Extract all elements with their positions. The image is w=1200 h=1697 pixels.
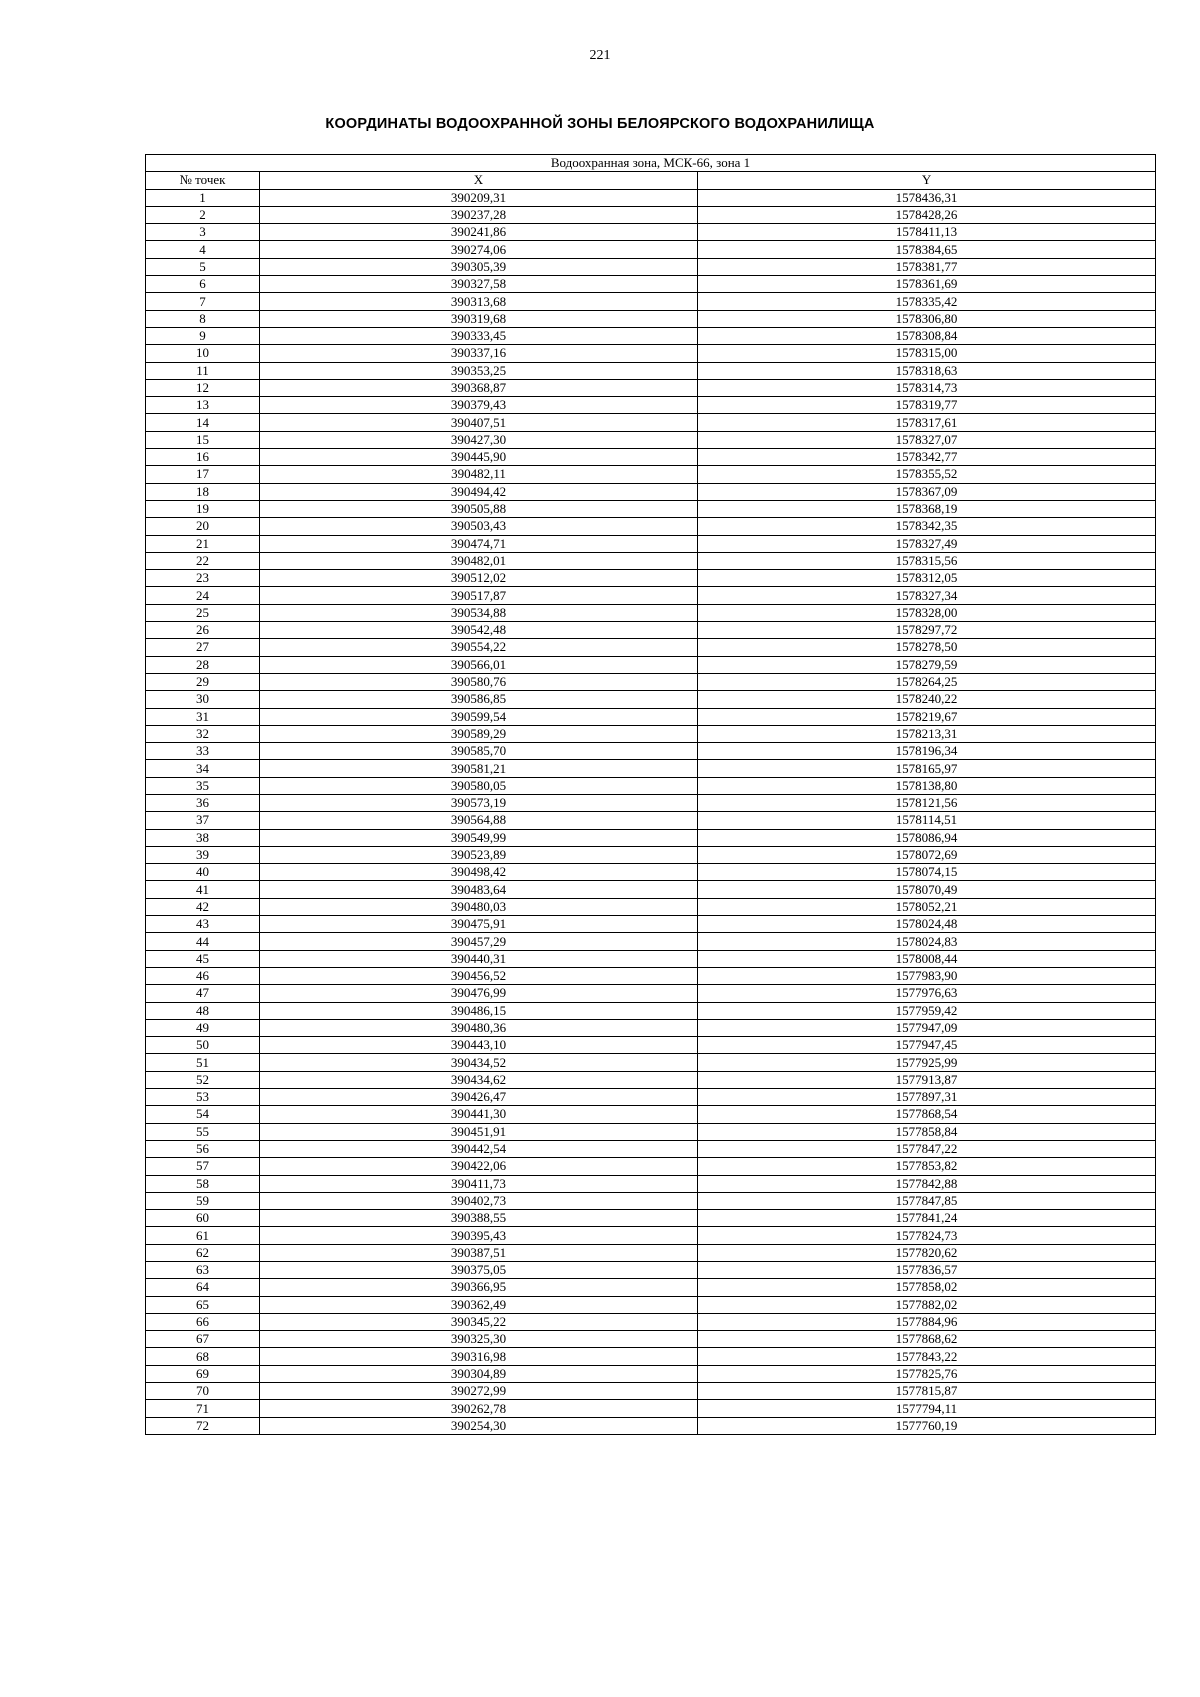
y-coordinate-cell: 1577836,57 xyxy=(698,1262,1156,1279)
table-row xyxy=(146,1262,1156,1279)
point-number-cell: 47 xyxy=(146,985,260,1002)
point-number-cell: 48 xyxy=(146,1002,260,1019)
point-number-cell: 29 xyxy=(146,673,260,690)
x-coordinate-cell: 390388,55 xyxy=(260,1210,698,1227)
x-coordinate-cell: 390549,99 xyxy=(260,829,698,846)
table-row xyxy=(146,622,1156,639)
table-row xyxy=(146,1210,1156,1227)
y-coordinate-cell: 1578327,07 xyxy=(698,431,1156,448)
x-coordinate-cell: 390494,42 xyxy=(260,483,698,500)
table-header-row xyxy=(146,172,1156,189)
header-y: Y xyxy=(698,172,1156,189)
point-number-cell: 55 xyxy=(146,1123,260,1140)
y-coordinate-cell: 1577884,96 xyxy=(698,1313,1156,1330)
x-coordinate-cell: 390456,52 xyxy=(260,967,698,984)
x-coordinate-cell: 390327,58 xyxy=(260,276,698,293)
y-coordinate-cell: 1577983,90 xyxy=(698,967,1156,984)
y-coordinate-cell: 1577794,11 xyxy=(698,1400,1156,1417)
x-coordinate-cell: 390209,31 xyxy=(260,189,698,206)
table-row xyxy=(146,639,1156,656)
table-row xyxy=(146,293,1156,310)
table-row xyxy=(146,898,1156,915)
x-coordinate-cell: 390353,25 xyxy=(260,362,698,379)
x-coordinate-cell: 390580,05 xyxy=(260,777,698,794)
point-number-cell: 13 xyxy=(146,397,260,414)
x-coordinate-cell: 390274,06 xyxy=(260,241,698,258)
x-coordinate-cell: 390445,90 xyxy=(260,449,698,466)
table-row xyxy=(146,1037,1156,1054)
y-coordinate-cell: 1578121,56 xyxy=(698,794,1156,811)
table-row xyxy=(146,483,1156,500)
table-row xyxy=(146,812,1156,829)
y-coordinate-cell: 1578327,49 xyxy=(698,535,1156,552)
table-row xyxy=(146,1019,1156,1036)
table-row xyxy=(146,345,1156,362)
y-coordinate-cell: 1578342,35 xyxy=(698,518,1156,535)
table-row xyxy=(146,1244,1156,1261)
x-coordinate-cell: 390362,49 xyxy=(260,1296,698,1313)
point-number-cell: 27 xyxy=(146,639,260,656)
point-number-cell: 22 xyxy=(146,552,260,569)
y-coordinate-cell: 1578342,77 xyxy=(698,449,1156,466)
y-coordinate-cell: 1577976,63 xyxy=(698,985,1156,1002)
y-coordinate-cell: 1577842,88 xyxy=(698,1175,1156,1192)
point-number-cell: 41 xyxy=(146,881,260,898)
point-number-cell: 56 xyxy=(146,1140,260,1157)
table-row xyxy=(146,1192,1156,1209)
table-row xyxy=(146,1054,1156,1071)
y-coordinate-cell: 1577825,76 xyxy=(698,1365,1156,1382)
y-coordinate-cell: 1577853,82 xyxy=(698,1158,1156,1175)
y-coordinate-cell: 1578317,61 xyxy=(698,414,1156,431)
table-row xyxy=(146,1313,1156,1330)
table-row xyxy=(146,1331,1156,1348)
y-coordinate-cell: 1577868,62 xyxy=(698,1331,1156,1348)
y-coordinate-cell: 1577913,87 xyxy=(698,1071,1156,1088)
table-row xyxy=(146,414,1156,431)
x-coordinate-cell: 390457,29 xyxy=(260,933,698,950)
x-coordinate-cell: 390254,30 xyxy=(260,1417,698,1434)
x-coordinate-cell: 390427,30 xyxy=(260,431,698,448)
x-coordinate-cell: 390505,88 xyxy=(260,500,698,517)
point-number-cell: 32 xyxy=(146,725,260,742)
point-number-cell: 20 xyxy=(146,518,260,535)
table-caption-row xyxy=(146,155,1156,172)
x-coordinate-cell: 390480,36 xyxy=(260,1019,698,1036)
y-coordinate-cell: 1578411,13 xyxy=(698,224,1156,241)
table-row xyxy=(146,1175,1156,1192)
table-caption: Водоохранная зона, МСК-66, зона 1 xyxy=(146,155,1156,172)
y-coordinate-cell: 1578278,50 xyxy=(698,639,1156,656)
table-row xyxy=(146,1002,1156,1019)
y-coordinate-cell: 1578312,05 xyxy=(698,570,1156,587)
x-coordinate-cell: 390395,43 xyxy=(260,1227,698,1244)
x-coordinate-cell: 390542,48 xyxy=(260,622,698,639)
y-coordinate-cell: 1577847,22 xyxy=(698,1140,1156,1157)
point-number-cell: 21 xyxy=(146,535,260,552)
x-coordinate-cell: 390581,21 xyxy=(260,760,698,777)
x-coordinate-cell: 390319,68 xyxy=(260,310,698,327)
y-coordinate-cell: 1578361,69 xyxy=(698,276,1156,293)
point-number-cell: 37 xyxy=(146,812,260,829)
y-coordinate-cell: 1577882,02 xyxy=(698,1296,1156,1313)
x-coordinate-cell: 390512,02 xyxy=(260,570,698,587)
table-row xyxy=(146,362,1156,379)
table-row xyxy=(146,846,1156,863)
point-number-cell: 63 xyxy=(146,1262,260,1279)
y-coordinate-cell: 1577858,02 xyxy=(698,1279,1156,1296)
x-coordinate-cell: 390337,16 xyxy=(260,345,698,362)
point-number-cell: 8 xyxy=(146,310,260,327)
table-row xyxy=(146,1400,1156,1417)
x-coordinate-cell: 390411,73 xyxy=(260,1175,698,1192)
y-coordinate-cell: 1578327,34 xyxy=(698,587,1156,604)
y-coordinate-cell: 1578024,83 xyxy=(698,933,1156,950)
x-coordinate-cell: 390474,71 xyxy=(260,535,698,552)
table-row xyxy=(146,691,1156,708)
point-number-cell: 28 xyxy=(146,656,260,673)
y-coordinate-cell: 1577820,62 xyxy=(698,1244,1156,1261)
table-row xyxy=(146,327,1156,344)
point-number-cell: 25 xyxy=(146,604,260,621)
x-coordinate-cell: 390434,62 xyxy=(260,1071,698,1088)
point-number-cell: 40 xyxy=(146,864,260,881)
x-coordinate-cell: 390589,29 xyxy=(260,725,698,742)
table-row xyxy=(146,276,1156,293)
header-x: X xyxy=(260,172,698,189)
y-coordinate-cell: 1578052,21 xyxy=(698,898,1156,915)
table-row xyxy=(146,777,1156,794)
point-number-cell: 12 xyxy=(146,379,260,396)
y-coordinate-cell: 1578213,31 xyxy=(698,725,1156,742)
point-number-cell: 66 xyxy=(146,1313,260,1330)
y-coordinate-cell: 1578306,80 xyxy=(698,310,1156,327)
x-coordinate-cell: 390480,03 xyxy=(260,898,698,915)
table-row xyxy=(146,500,1156,517)
point-number-cell: 24 xyxy=(146,587,260,604)
point-number-cell: 46 xyxy=(146,967,260,984)
y-coordinate-cell: 1578428,26 xyxy=(698,206,1156,223)
point-number-cell: 65 xyxy=(146,1296,260,1313)
x-coordinate-cell: 390566,01 xyxy=(260,656,698,673)
point-number-cell: 70 xyxy=(146,1383,260,1400)
x-coordinate-cell: 390304,89 xyxy=(260,1365,698,1382)
table-row xyxy=(146,449,1156,466)
x-coordinate-cell: 390434,52 xyxy=(260,1054,698,1071)
table-row xyxy=(146,743,1156,760)
x-coordinate-cell: 390325,30 xyxy=(260,1331,698,1348)
x-coordinate-cell: 390262,78 xyxy=(260,1400,698,1417)
table-row xyxy=(146,725,1156,742)
x-coordinate-cell: 390366,95 xyxy=(260,1279,698,1296)
x-coordinate-cell: 390440,31 xyxy=(260,950,698,967)
point-number-cell: 9 xyxy=(146,327,260,344)
y-coordinate-cell: 1578335,42 xyxy=(698,293,1156,310)
y-coordinate-cell: 1577841,24 xyxy=(698,1210,1156,1227)
point-number-cell: 7 xyxy=(146,293,260,310)
x-coordinate-cell: 390426,47 xyxy=(260,1089,698,1106)
table-row xyxy=(146,1089,1156,1106)
table-body xyxy=(146,189,1156,1434)
y-coordinate-cell: 1578165,97 xyxy=(698,760,1156,777)
x-coordinate-cell: 390483,64 xyxy=(260,881,698,898)
y-coordinate-cell: 1577868,54 xyxy=(698,1106,1156,1123)
y-coordinate-cell: 1578318,63 xyxy=(698,362,1156,379)
x-coordinate-cell: 390599,54 xyxy=(260,708,698,725)
point-number-cell: 31 xyxy=(146,708,260,725)
table-row xyxy=(146,794,1156,811)
coordinates-table xyxy=(145,154,1156,1435)
point-number-cell: 33 xyxy=(146,743,260,760)
x-coordinate-cell: 390482,11 xyxy=(260,466,698,483)
y-coordinate-cell: 1577815,87 xyxy=(698,1383,1156,1400)
table-row xyxy=(146,1365,1156,1382)
y-coordinate-cell: 1578114,51 xyxy=(698,812,1156,829)
x-coordinate-cell: 390241,86 xyxy=(260,224,698,241)
point-number-cell: 14 xyxy=(146,414,260,431)
x-coordinate-cell: 390554,22 xyxy=(260,639,698,656)
x-coordinate-cell: 390272,99 xyxy=(260,1383,698,1400)
x-coordinate-cell: 390402,73 xyxy=(260,1192,698,1209)
point-number-cell: 11 xyxy=(146,362,260,379)
point-number-cell: 23 xyxy=(146,570,260,587)
table-row xyxy=(146,916,1156,933)
y-coordinate-cell: 1578368,19 xyxy=(698,500,1156,517)
table-row xyxy=(146,950,1156,967)
x-coordinate-cell: 390585,70 xyxy=(260,743,698,760)
y-coordinate-cell: 1577858,84 xyxy=(698,1123,1156,1140)
x-coordinate-cell: 390475,91 xyxy=(260,916,698,933)
point-number-cell: 54 xyxy=(146,1106,260,1123)
x-coordinate-cell: 390379,43 xyxy=(260,397,698,414)
y-coordinate-cell: 1577847,85 xyxy=(698,1192,1156,1209)
x-coordinate-cell: 390316,98 xyxy=(260,1348,698,1365)
point-number-cell: 19 xyxy=(146,500,260,517)
table-row xyxy=(146,518,1156,535)
point-number-cell: 45 xyxy=(146,950,260,967)
table-row xyxy=(146,1279,1156,1296)
y-coordinate-cell: 1577959,42 xyxy=(698,1002,1156,1019)
point-number-cell: 43 xyxy=(146,916,260,933)
x-coordinate-cell: 390345,22 xyxy=(260,1313,698,1330)
table-row xyxy=(146,241,1156,258)
x-coordinate-cell: 390534,88 xyxy=(260,604,698,621)
point-number-cell: 64 xyxy=(146,1279,260,1296)
point-number-cell: 50 xyxy=(146,1037,260,1054)
point-number-cell: 71 xyxy=(146,1400,260,1417)
point-number-cell: 62 xyxy=(146,1244,260,1261)
table-row xyxy=(146,258,1156,275)
y-coordinate-cell: 1578138,80 xyxy=(698,777,1156,794)
y-coordinate-cell: 1578328,00 xyxy=(698,604,1156,621)
point-number-cell: 5 xyxy=(146,258,260,275)
point-number-cell: 52 xyxy=(146,1071,260,1088)
table-row xyxy=(146,1348,1156,1365)
table-row xyxy=(146,552,1156,569)
point-number-cell: 59 xyxy=(146,1192,260,1209)
x-coordinate-cell: 390476,99 xyxy=(260,985,698,1002)
table-row xyxy=(146,535,1156,552)
point-number-cell: 17 xyxy=(146,466,260,483)
table-row xyxy=(146,397,1156,414)
point-number-cell: 68 xyxy=(146,1348,260,1365)
y-coordinate-cell: 1578297,72 xyxy=(698,622,1156,639)
x-coordinate-cell: 390368,87 xyxy=(260,379,698,396)
x-coordinate-cell: 390486,15 xyxy=(260,1002,698,1019)
point-number-cell: 58 xyxy=(146,1175,260,1192)
y-coordinate-cell: 1577843,22 xyxy=(698,1348,1156,1365)
x-coordinate-cell: 390580,76 xyxy=(260,673,698,690)
x-coordinate-cell: 390442,54 xyxy=(260,1140,698,1157)
y-coordinate-cell: 1578319,77 xyxy=(698,397,1156,414)
point-number-cell: 4 xyxy=(146,241,260,258)
point-number-cell: 2 xyxy=(146,206,260,223)
table-row xyxy=(146,1071,1156,1088)
table-row xyxy=(146,604,1156,621)
y-coordinate-cell: 1578384,65 xyxy=(698,241,1156,258)
table-row xyxy=(146,587,1156,604)
point-number-cell: 44 xyxy=(146,933,260,950)
header-point-number: № точек xyxy=(146,172,260,189)
y-coordinate-cell: 1578315,00 xyxy=(698,345,1156,362)
table-row xyxy=(146,224,1156,241)
table-row xyxy=(146,466,1156,483)
point-number-cell: 51 xyxy=(146,1054,260,1071)
y-coordinate-cell: 1578279,59 xyxy=(698,656,1156,673)
point-number-cell: 49 xyxy=(146,1019,260,1036)
table-row xyxy=(146,1417,1156,1434)
y-coordinate-cell: 1578072,69 xyxy=(698,846,1156,863)
table-row xyxy=(146,1296,1156,1313)
point-number-cell: 6 xyxy=(146,276,260,293)
y-coordinate-cell: 1578086,94 xyxy=(698,829,1156,846)
table-row xyxy=(146,1227,1156,1244)
y-coordinate-cell: 1578219,67 xyxy=(698,708,1156,725)
y-coordinate-cell: 1578074,15 xyxy=(698,864,1156,881)
y-coordinate-cell: 1578436,31 xyxy=(698,189,1156,206)
point-number-cell: 10 xyxy=(146,345,260,362)
y-coordinate-cell: 1577897,31 xyxy=(698,1089,1156,1106)
x-coordinate-cell: 390586,85 xyxy=(260,691,698,708)
y-coordinate-cell: 1578367,09 xyxy=(698,483,1156,500)
y-coordinate-cell: 1578308,84 xyxy=(698,327,1156,344)
point-number-cell: 60 xyxy=(146,1210,260,1227)
y-coordinate-cell: 1578264,25 xyxy=(698,673,1156,690)
table-row xyxy=(146,189,1156,206)
table-row xyxy=(146,967,1156,984)
point-number-cell: 30 xyxy=(146,691,260,708)
y-coordinate-cell: 1577947,09 xyxy=(698,1019,1156,1036)
point-number-cell: 18 xyxy=(146,483,260,500)
y-coordinate-cell: 1577824,73 xyxy=(698,1227,1156,1244)
table-row xyxy=(146,829,1156,846)
point-number-cell: 42 xyxy=(146,898,260,915)
x-coordinate-cell: 390498,42 xyxy=(260,864,698,881)
y-coordinate-cell: 1578008,44 xyxy=(698,950,1156,967)
point-number-cell: 69 xyxy=(146,1365,260,1382)
x-coordinate-cell: 390387,51 xyxy=(260,1244,698,1261)
x-coordinate-cell: 390333,45 xyxy=(260,327,698,344)
y-coordinate-cell: 1577925,99 xyxy=(698,1054,1156,1071)
table-row xyxy=(146,864,1156,881)
point-number-cell: 36 xyxy=(146,794,260,811)
x-coordinate-cell: 390517,87 xyxy=(260,587,698,604)
point-number-cell: 53 xyxy=(146,1089,260,1106)
point-number-cell: 57 xyxy=(146,1158,260,1175)
y-coordinate-cell: 1578314,73 xyxy=(698,379,1156,396)
table-row xyxy=(146,206,1156,223)
x-coordinate-cell: 390407,51 xyxy=(260,414,698,431)
document-title: КООРДИНАТЫ ВОДООХРАННОЙ ЗОНЫ БЕЛОЯРСКОГО ВОДОХРАНИЛИЩА xyxy=(325,116,875,132)
point-number-cell: 1 xyxy=(146,189,260,206)
table-row xyxy=(146,570,1156,587)
table-row xyxy=(146,1123,1156,1140)
table-row xyxy=(146,1106,1156,1123)
table-row xyxy=(146,431,1156,448)
table-row xyxy=(146,1140,1156,1157)
table-row xyxy=(146,1383,1156,1400)
x-coordinate-cell: 390573,19 xyxy=(260,794,698,811)
x-coordinate-cell: 390443,10 xyxy=(260,1037,698,1054)
y-coordinate-cell: 1578024,48 xyxy=(698,916,1156,933)
x-coordinate-cell: 390237,28 xyxy=(260,206,698,223)
x-coordinate-cell: 390375,05 xyxy=(260,1262,698,1279)
x-coordinate-cell: 390441,30 xyxy=(260,1106,698,1123)
table-row xyxy=(146,985,1156,1002)
x-coordinate-cell: 390451,91 xyxy=(260,1123,698,1140)
point-number-cell: 3 xyxy=(146,224,260,241)
page-number: 221 xyxy=(589,48,611,63)
y-coordinate-cell: 1578381,77 xyxy=(698,258,1156,275)
x-coordinate-cell: 390503,43 xyxy=(260,518,698,535)
y-coordinate-cell: 1578070,49 xyxy=(698,881,1156,898)
table-row xyxy=(146,760,1156,777)
x-coordinate-cell: 390313,68 xyxy=(260,293,698,310)
point-number-cell: 39 xyxy=(146,846,260,863)
point-number-cell: 61 xyxy=(146,1227,260,1244)
x-coordinate-cell: 390305,39 xyxy=(260,258,698,275)
x-coordinate-cell: 390564,88 xyxy=(260,812,698,829)
y-coordinate-cell: 1577947,45 xyxy=(698,1037,1156,1054)
y-coordinate-cell: 1578196,34 xyxy=(698,743,1156,760)
point-number-cell: 72 xyxy=(146,1417,260,1434)
point-number-cell: 34 xyxy=(146,760,260,777)
point-number-cell: 35 xyxy=(146,777,260,794)
table-row xyxy=(146,673,1156,690)
table-row xyxy=(146,379,1156,396)
table-row xyxy=(146,708,1156,725)
x-coordinate-cell: 390422,06 xyxy=(260,1158,698,1175)
x-coordinate-cell: 390523,89 xyxy=(260,846,698,863)
table-row xyxy=(146,1158,1156,1175)
x-coordinate-cell: 390482,01 xyxy=(260,552,698,569)
y-coordinate-cell: 1578355,52 xyxy=(698,466,1156,483)
table-row xyxy=(146,310,1156,327)
table-row xyxy=(146,656,1156,673)
point-number-cell: 38 xyxy=(146,829,260,846)
y-coordinate-cell: 1577760,19 xyxy=(698,1417,1156,1434)
y-coordinate-cell: 1578240,22 xyxy=(698,691,1156,708)
point-number-cell: 67 xyxy=(146,1331,260,1348)
table-row xyxy=(146,881,1156,898)
point-number-cell: 16 xyxy=(146,449,260,466)
point-number-cell: 15 xyxy=(146,431,260,448)
y-coordinate-cell: 1578315,56 xyxy=(698,552,1156,569)
table-row xyxy=(146,933,1156,950)
point-number-cell: 26 xyxy=(146,622,260,639)
